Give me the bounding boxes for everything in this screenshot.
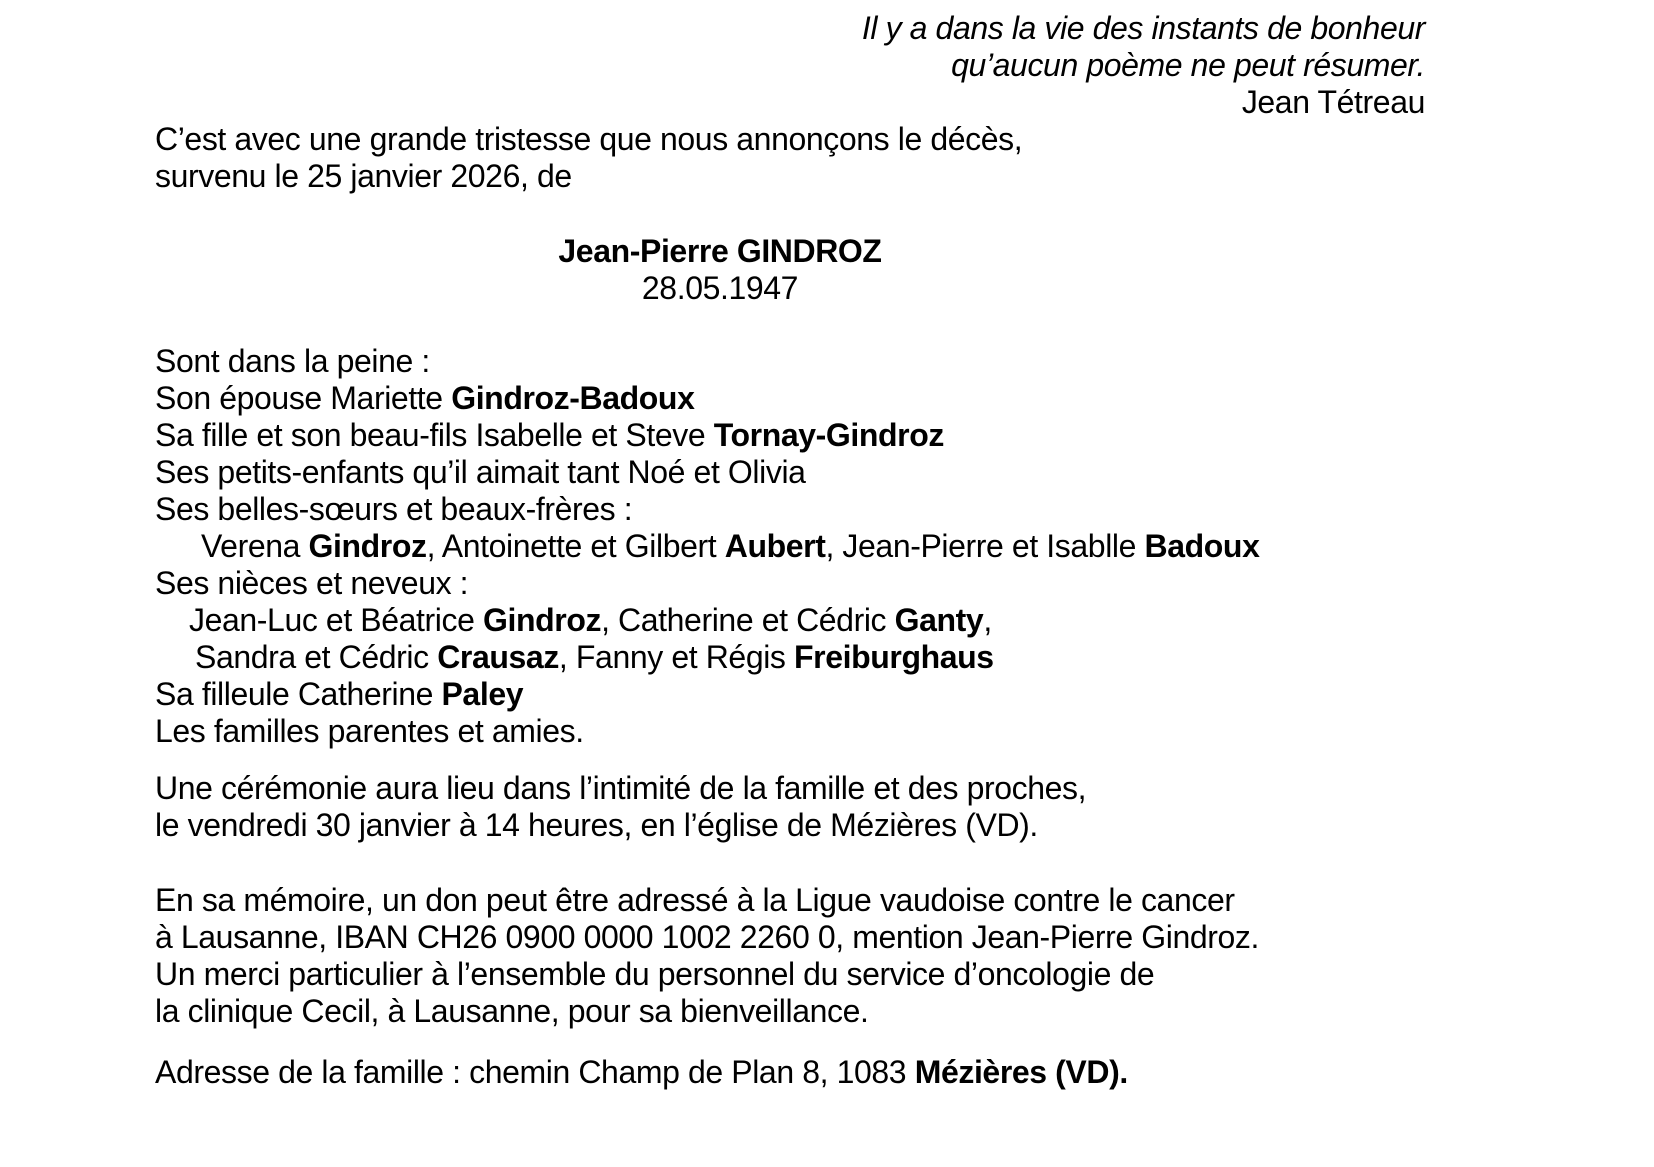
donation-line-1: En sa mémoire, un don peut être adressé à la Ligue vaudoise contre le cancer xyxy=(155,882,1235,918)
text-run: Sa fille et son beau-fils Isabelle et Steve xyxy=(155,417,714,453)
family-name-bold: Mézières (VD). xyxy=(914,1054,1128,1090)
family-name-bold: Ganty xyxy=(894,602,984,638)
deceased-name: Jean-Pierre GINDROZ xyxy=(558,233,882,269)
text-run: Verena xyxy=(201,528,309,564)
family-name-bold: Badoux xyxy=(1144,528,1260,564)
announcement-line-1: C’est avec une grande tristesse que nous annonçons le décès, xyxy=(155,121,1023,157)
donation-info xyxy=(155,882,1285,1030)
text-run: Ses petits-enfants qu’il aimait tant Noé et Olivia xyxy=(155,454,806,490)
text-run: , Jean-Pierre et Isablle xyxy=(825,528,1145,564)
mourners-heading xyxy=(155,343,1285,380)
donation-line-3: Un merci particulier à l’ensemble du personnel du service d’oncologie de xyxy=(155,956,1155,992)
deceased-birth-date: 28.05.1947 xyxy=(641,270,799,306)
text-run: Adresse de la famille : chemin Champ de Plan 8, 1083 xyxy=(155,1054,915,1090)
family-name-bold: Gindroz-Badoux xyxy=(451,380,695,416)
mourners-line-nieces-1 xyxy=(155,602,1285,639)
epigraph xyxy=(0,10,1425,121)
text-run: , Catherine et Cédric xyxy=(601,602,895,638)
mourners-line-grandchildren xyxy=(155,454,1285,491)
family-name-bold: Gindroz xyxy=(483,602,602,638)
family-name-bold: Freiburghaus xyxy=(794,639,994,675)
epigraph-line-2: qu’aucun poème ne peut résumer. xyxy=(951,47,1425,83)
obituary-body xyxy=(155,121,1285,1091)
donation-line-4: la clinique Cecil, à Lausanne, pour sa bienveillance. xyxy=(155,993,869,1029)
text-run: , xyxy=(983,602,992,638)
text-run: Sont dans la peine : xyxy=(155,343,430,379)
mourners-line-daughter xyxy=(155,417,1285,454)
mourners-line-inlaws xyxy=(155,528,1285,565)
announcement-line-2: survenu le 25 janvier 2026, de xyxy=(155,158,572,194)
family-name-bold: Crausaz xyxy=(437,639,559,675)
mourners-list xyxy=(155,343,1285,750)
ceremony-line-2: le vendredi 30 janvier à 14 heures, en l’église de Mézières (VD). xyxy=(155,807,1038,843)
family-name-bold: Gindroz xyxy=(308,528,427,564)
ceremony-line-1: Une cérémonie aura lieu dans l’intimité de la famille et des proches, xyxy=(155,770,1087,806)
text-run: Les familles parentes et amies. xyxy=(155,713,584,749)
text-run: , Antoinette et Gilbert xyxy=(426,528,725,564)
family-address xyxy=(155,1054,1285,1091)
text-run: Ses belles-sœurs et beaux-frères : xyxy=(155,491,633,527)
epigraph-line-1: Il y a dans la vie des instants de bonheur xyxy=(861,10,1425,46)
family-name-bold: Aubert xyxy=(724,528,826,564)
mourners-line-goddaughter xyxy=(155,676,1285,713)
text-run: Sa filleule Catherine xyxy=(155,676,442,712)
epigraph-author: Jean Tétreau xyxy=(1241,84,1425,120)
family-name-bold: Tornay-Gindroz xyxy=(713,417,944,453)
mourners-line-inlaws-heading xyxy=(155,491,1285,528)
ceremony-info xyxy=(155,770,1285,844)
text-run: Ses nièces et neveux : xyxy=(155,565,469,601)
donation-line-2: à Lausanne, IBAN CH26 0900 0000 1002 2260 0, mention Jean-Pierre Gindroz. xyxy=(155,919,1259,955)
mourners-line-spouse xyxy=(155,380,1285,417)
mourners-line-nieces-2 xyxy=(155,639,1285,676)
mourners-line-families xyxy=(155,713,1285,750)
text-run: , Fanny et Régis xyxy=(558,639,795,675)
text-run: Sandra et Cédric xyxy=(195,639,438,675)
mourners-line-nieces-heading xyxy=(155,565,1285,602)
text-run: Son épouse Mariette xyxy=(155,380,452,416)
text-run: Jean-Luc et Béatrice xyxy=(189,602,483,638)
family-name-bold: Paley xyxy=(441,676,524,712)
